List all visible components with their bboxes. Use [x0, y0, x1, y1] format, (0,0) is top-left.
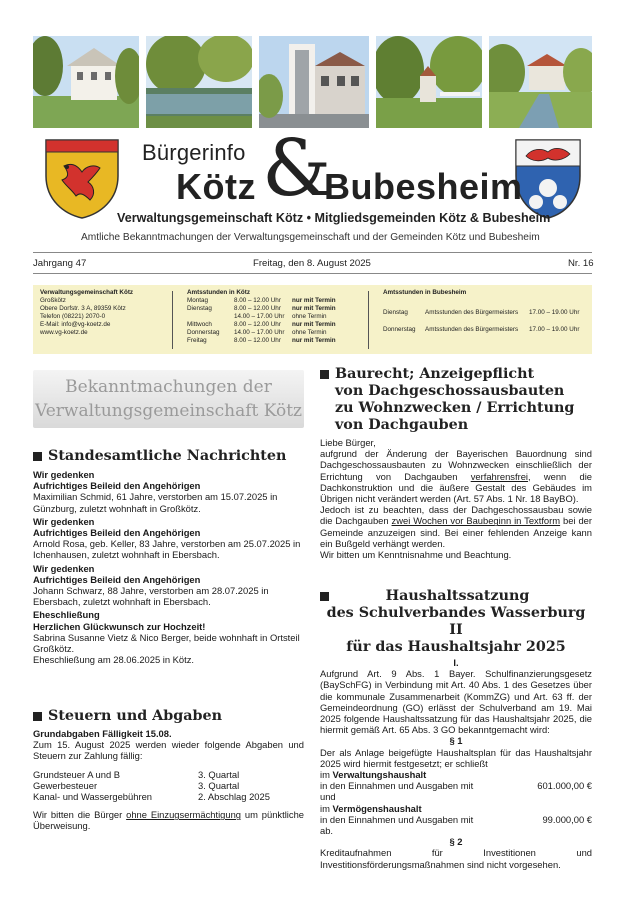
masthead-kicker: Bürgerinfo — [142, 140, 246, 165]
entry-heading: Wir gedenken — [33, 562, 95, 574]
entry-text: Sabrina Susanne Vietz & Nico Berger, beide wohnhaft in Ortsteil Großkötz. — [33, 631, 300, 655]
address-line[interactable]: E-Mail: info@vg-koetz.de — [40, 321, 111, 328]
hours-row: 14.00 – 17.00 Uhr ohne Termin — [234, 313, 327, 320]
bubesheim-coat-of-arms — [512, 136, 584, 220]
entry-text: im Verwaltungshaushalt — [320, 769, 427, 781]
section-banner — [33, 370, 304, 428]
entry-text: Maximilian Schmid, 61 Jahre, verstorben am 15.07.2025 in Günzburg, zuletzt wohnhaft in Großkötz. — [33, 491, 278, 514]
bubesheim-hours — [383, 289, 579, 334]
entry-text: Jedoch ist zu beachten, dass der Dachgeschossausbau sowie die Dachgauben zwei Wochen vor Baubeginn in Textform bei der Gemeinde anzuzeigen sind. Bei einer fehlenden Anzeige kann ein Bußgeld verhängt werden. — [320, 504, 593, 549]
hours-row: Dienstag 8.00 – 12.00 Uhr nur mit Termin — [187, 305, 336, 312]
section-heading: Haushaltssatzung — [385, 588, 530, 604]
amount-row: in den Einnahmen und Ausgaben mit 99.000,00 € — [320, 813, 592, 825]
office-hours-box — [33, 285, 592, 354]
issue-date: Freitag, den 8. August 2025 — [253, 258, 371, 269]
entry-text: und — [320, 791, 336, 803]
amount-row: in den Einnahmen und Ausgaben mit 601.000,00 € — [320, 780, 592, 792]
koetz-hours — [187, 289, 336, 345]
due-list — [33, 769, 304, 803]
masthead-tagline: Amtliche Bekanntmachungen der Verwaltungsgemeinschaft und der Gemeinden Kötz und Bubesheim — [81, 232, 540, 243]
entry-text: Johann Schwarz, 88 Jahre, verstorben am 28.07.2025 in Ebersbach, zuletzt wohnhaft in Ebersbach. — [33, 585, 269, 608]
masthead-koetz: Kötz — [176, 166, 256, 207]
entry-heading: Grundabgaben Fälligkeit 15.08. — [33, 728, 172, 739]
entry-subheading: Herzlichen Glückwunsch zur Hochzeit! — [33, 620, 206, 632]
entry-text: Liebe Bürger, — [320, 437, 376, 448]
entry-text: Kreditaufnahmen für Investitionen und Investitionsförderungsmaßnahmen sind nicht vorgesehen. — [320, 847, 592, 870]
bullet-square-icon — [320, 592, 329, 601]
section-heading: Baurecht; Anzeigepflicht — [335, 366, 535, 382]
issue-number: Nr. 16 — [568, 258, 594, 269]
address-line: Telefon (08221) 2070-0 — [40, 313, 106, 320]
entry-text: Arnold Rosa, geb. Keller, 83 Jahre, verstorben am 25.07.2025 in Ichenhausen, zuletzt wohnhaft in Ebersbach. — [33, 538, 301, 561]
section-heading: Standesamtliche Nachrichten — [48, 448, 287, 464]
due-value: 2. Abschlag 2025 — [198, 791, 270, 803]
paragraph-number: § 2 — [449, 836, 463, 848]
hours-row: Freitag 8.00 – 12.00 Uhr nur mit Termin — [187, 337, 336, 344]
section-heading-line: von Dachgeschossausbauten — [335, 383, 565, 399]
entry-subheading: Aufrichtiges Beileid den Angehörigen — [33, 573, 201, 585]
address-line: Großkötz — [40, 297, 66, 304]
budget-statute-section — [320, 588, 592, 870]
entry-heading: Eheschließung — [33, 609, 100, 621]
due-value: 3. Quartal — [198, 779, 240, 791]
masthead-ampersand: & — [262, 124, 332, 214]
hours-row: Montag 8.00 – 12.00 Uhr nur mit Termin — [187, 297, 336, 304]
entry-text: Aufgrund Art. 9 Abs. 1 Bayer. Schulfinanzierungsgesetz (BaySchFG) in Verbindung mit Art. 40 Abs. 1 des Gesetzes über die kommunale Zusammenarbeit (KommZG) und Art. 63 ff. der Gemeindeordnung (GO) erlässt der Schulverband am 19. Mai 2025 folgende Haushaltssatzung für das Haushaltsjahr 2025, die hiermit gemäß Art. 65 Abs. 3 GO bekanntgemacht wird: — [320, 668, 592, 736]
divider — [368, 291, 369, 349]
address-title: Verwaltungsgemeinschaft Kötz — [40, 289, 134, 296]
address-line: Obere Dorfstr. 3 A, 89359 Kötz — [40, 305, 126, 312]
hours-row: Mittwoch 8.00 – 12.00 Uhr nur mit Termin — [187, 321, 336, 328]
koetz-coat-of-arms — [42, 136, 122, 220]
banner-line: Verwaltungsgemeinschaft Kötz — [35, 401, 302, 421]
issue-volume: Jahrgang 47 — [33, 258, 87, 269]
entry-heading: Wir gedenken — [33, 515, 95, 527]
entry-subheading: Aufrichtiges Beileid den Angehörigen — [33, 480, 201, 492]
photo-white-villa — [33, 36, 139, 128]
building-law-section — [320, 366, 592, 560]
hours-row: Dienstag Amtsstunden des Bürgermeisters 17.00 – 19.00 Uhr — [383, 309, 580, 316]
photo-chapel-garden — [376, 36, 482, 128]
entry-text: Zum 15. August 2025 werden wieder folgende Abgaben und Steuern zur Zahlung fällig: — [33, 739, 304, 762]
section-heading-line: für das Haushaltsjahr 2025 — [346, 639, 566, 655]
hours-row: Donnerstag 14.00 – 17.00 Uhr ohne Termin — [187, 329, 327, 336]
entry-text: Wir bitten die Bürger ohne Einzugsermächtigung um pünktliche Überweisung. — [33, 809, 304, 832]
section-heading-line: zu Wohnzwecken / Errichtung — [335, 400, 575, 416]
bubesheim-hours-title: Amtsstunden in Bubesheim — [383, 289, 467, 296]
due-name: Kanal- und Wassergebühren — [33, 791, 152, 803]
bullet-square-icon — [320, 370, 329, 379]
entry-text: ab. — [320, 825, 334, 837]
due-name: Gewerbesteuer — [33, 779, 98, 791]
address-line[interactable]: www.vg-koetz.de — [40, 329, 88, 336]
part-number: I. — [453, 657, 459, 668]
masthead-subtitle: Verwaltungsgemeinschaft Kötz • Mitgliedsgemeinden Kötz & Bubesheim — [117, 211, 551, 225]
entry-text: Der als Anlage beigefügte Haushaltsplan für das Haushaltsjahr 2025 wird hiermit festgesetzt; er schließt — [320, 746, 592, 769]
masthead-bubesheim: Bubesheim — [324, 166, 523, 207]
taxes-section — [33, 708, 304, 832]
banner-line: Bekanntmachungen der — [65, 377, 272, 397]
entry-text: aufgrund der Änderung der Bayerischen Bauordnung sind Dachgeschossausbauten zu Wohnzwecken einschließlich der Errichtung von Dachgauben verfahrensfrei, wenn die Dachkonstruktion und die äußere Gestalt des Gebäudes im Übrigen nicht verändert werden (Art. 57 Abs. 1 Nr. 18 BayBO). — [320, 448, 592, 505]
section-heading-line: des Schulverbandes Wasserburg II — [326, 605, 586, 638]
due-name: Grundsteuer A und B — [33, 768, 121, 780]
rule-bottom — [33, 273, 592, 274]
section-heading: Steuern und Abgaben — [48, 708, 223, 724]
divider — [172, 291, 173, 349]
bullet-square-icon — [33, 712, 42, 721]
koetz-hours-title: Amtsstunden in Kötz — [187, 289, 250, 296]
entry-heading: Wir gedenken — [33, 469, 95, 480]
hours-row: Donnerstag Amtsstunden des Bürgermeisters 17.00 – 19.00 Uhr — [383, 326, 580, 333]
entry-text: Wir bitten um Kenntnisnahme und Beachtung. — [320, 549, 512, 561]
address-block — [40, 289, 133, 337]
rule-top — [33, 252, 592, 253]
entry-text: Eheschließung am 28.06.2025 in Kötz. — [33, 654, 195, 666]
due-value: 3. Quartal — [198, 768, 240, 780]
bullet-square-icon — [33, 452, 42, 461]
photo-river-village — [489, 36, 592, 128]
photo-town-hall — [259, 36, 369, 128]
photo-pond-trees — [146, 36, 252, 128]
entry-subheading: Aufrichtiges Beileid den Angehörigen — [33, 527, 201, 539]
entry-text: im Vermögenshaushalt — [320, 802, 422, 814]
paragraph-number: § 1 — [449, 735, 463, 747]
civil-registry-section — [33, 448, 304, 665]
section-heading-line: von Dachgauben — [335, 417, 469, 433]
